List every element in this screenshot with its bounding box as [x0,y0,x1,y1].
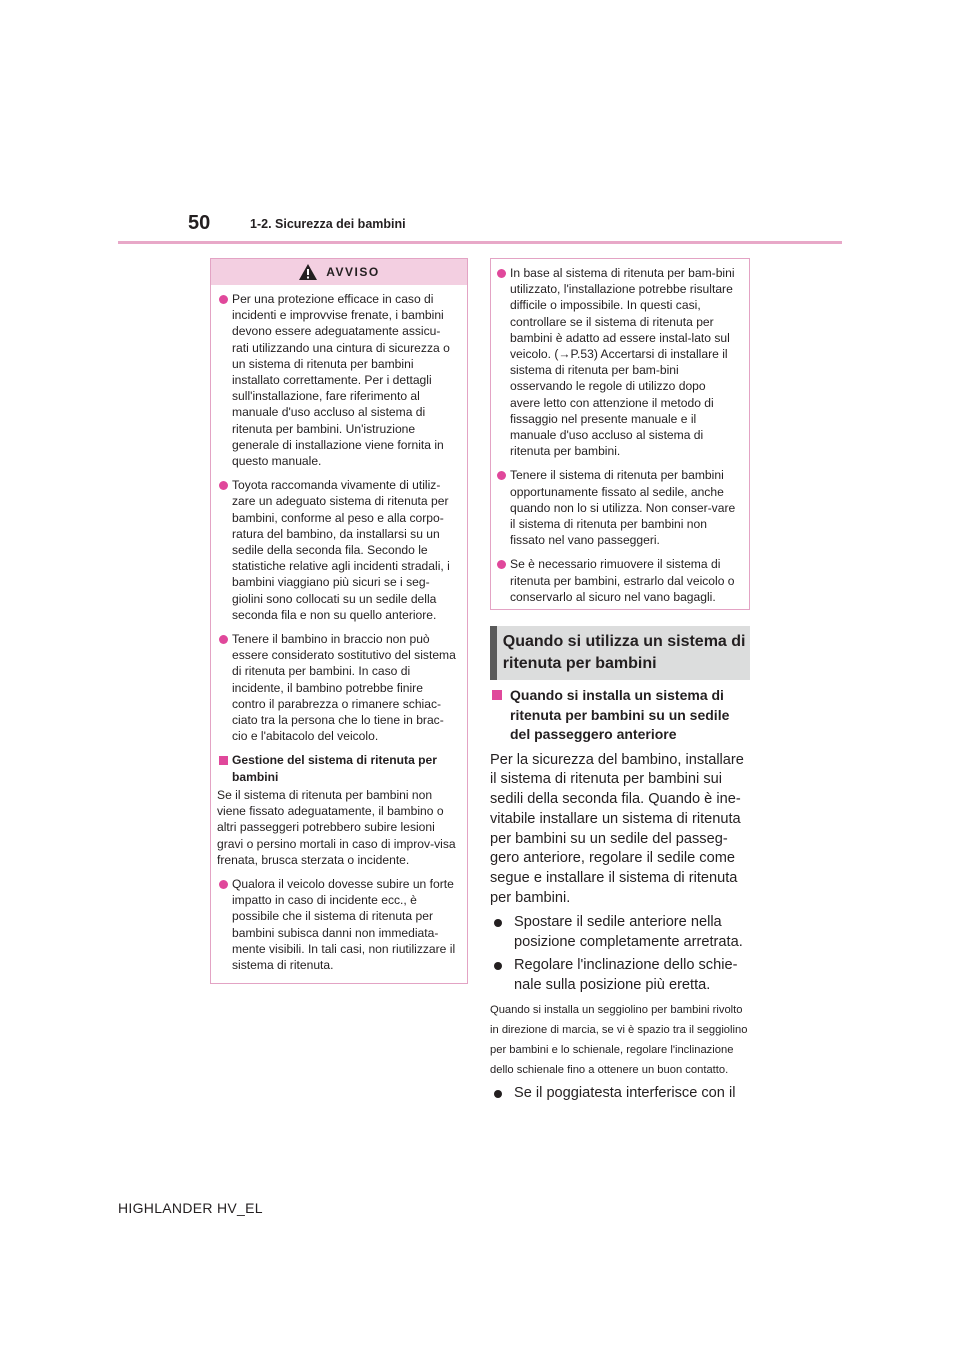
bullet-dot-icon [494,1090,502,1098]
info-text: In base al sistema di ritenuta per bam-bini utilizzato, l'installazione potrebbe risultare difficile o impossibile. In questi casi, controllare se il sistema di ritenuta per bambini è adatto ad essere instal-lato sul veicolo. (→P.53) Accertarsi di installare il sistema di ritenuta per bam-bini osservando le regole di utilizzo dopo avere letto con attenzione il metodo di fissaggio nel presente manuale e il manuale d'uso accluso al sistema di ritenuta per bambini. [510,266,735,459]
section-banner [490,626,750,680]
bullet-dot-icon [494,919,502,927]
footer-model: HIGHLANDER HV_EL [118,1200,263,1216]
list-item [490,956,752,996]
info-box [490,258,750,610]
warning-text: Tenere il bambino in braccio non può essere considerato sostitutivo del sistema di ritenuta per bambini. In caso di incidente, il bambino potrebbe finire contro il parabrezza o rimanere schiac-ciato tra la persona che lo tiene in brac-cio e l'abitacolo del veicolo. [232,632,456,744]
main-text [490,686,752,1108]
bullet-square-icon [492,690,502,700]
bullet-square-icon [219,756,228,765]
warning-triangle-icon [298,263,318,281]
header-rule [118,241,842,244]
warning-sub-heading [217,752,457,784]
warning-sub-text: Se il sistema di ritenuta per bambini non viene fissato adeguatamente, il bambino o altri passeggeri potrebbero subire lesioni gravi o persino mortali in caso di improv-visa frenata, brusca sterzata o incidente. [217,787,456,867]
main-heading [490,686,752,745]
warning-title: AVVISO [326,265,380,279]
arrow-right-icon: → [558,347,571,362]
bullet-dot-icon [219,880,228,889]
main-heading-text: Quando si installa un sistema di ritenuta per bambini su un sedile del passeggero anteriore [510,687,730,742]
bullet-text: Se il poggiatesta interferisce con il [514,1085,736,1102]
sub-heading-text: Gestione del sistema di ritenuta per bambini [232,753,437,784]
list-item [490,1084,752,1104]
warning-box [210,258,468,984]
bullet-dot-icon [219,635,228,644]
warning-text: Per una protezione efficace in caso di incidenti e improvvise frenate, i bambini devono essere adeguatamente assicu-rati utilizzando una cintura di sicurezza o un sistema di ritenuta per bambini installato correttamente. Per i dettagli sull'installazione, fare riferimento al manuale d'uso accluso al sistema di ritenuta per bambini. Un'istruzione generale di installazione viene fornita in questo manuale. [232,292,450,469]
main-paragraph: Per la sicurezza del bambino, installare il sistema di ritenuta per bambini sui sedili della seconda fila. Quando è ine-vitabile installare un sistema di ritenuta per bambini su un sedile del passeg-gero anteriore, regolare il sedile come segue e installare il sistema di ritenuta per bambini. [490,751,744,907]
list-item [217,631,457,744]
bullet-text: Spostare il sedile anteriore nella posizione completamente arretrata. [514,913,743,950]
list-item [217,291,457,469]
bullet-text: Regolare l'inclinazione dello schie-nale sulla posizione più eretta. [514,957,738,994]
list-item [495,265,739,459]
list-item [495,556,739,605]
info-text: Tenere il sistema di ritenuta per bambini opportunamente fissato al sedile, anche quando non lo si utilizza. Non conser-vare il sistema di ritenuta per bambini non fissato nel vano passeggeri. [510,468,736,548]
small-note: Quando si installa un seggiolino per bambini rivolto in direzione di marcia, se vi è spazio tra il seggiolino per bambini e lo schienale, regolare l'inclinazione dello schienale fino a ottenere un buon contatto. [490,1004,748,1077]
warning-text: Qualora il veicolo dovesse subire un forte impatto in caso di incidente ecc., è possibile che il sistema di ritenuta per bambini subisca danni non immediata-mente visibili. In tali casi, non riutilizzare il sistema di ritenuta. [232,876,456,972]
banner-title: Quando si utilizza un sistema di ritenuta per bambini [502,633,746,672]
info-text: Se è necessario rimuovere il sistema di ritenuta per bambini, estrarlo dal veicolo o conservarlo al sicuro nel vano bagagli. [510,557,735,604]
bullet-dot-icon [219,481,228,490]
list-item [495,467,739,548]
warning-body [211,285,467,973]
bullet-dot-icon [219,295,228,304]
bullet-dot-icon [497,471,506,480]
section-title: 1-2. Sicurezza dei bambini [250,217,406,231]
warning-text: Toyota raccomanda vivamente di utiliz-zare un adeguato sistema di ritenuta per bambini, conforme al peso e alla corpo-ratura del bambino, da installarsi su un sedile della seconda fila. Secondo le statistiche relative agli incidenti stradali, i bambini viaggiano più sicuri se i seg-giolini sono collocati su un sedile della seconda fila e non su quello anteriore. [232,478,450,622]
page-number: 50 [188,212,211,234]
list-item [217,477,457,623]
list-item [490,913,752,953]
bullet-dot-icon [497,269,506,278]
warning-header [211,259,467,285]
page-reference-link[interactable]: P.53 [570,347,594,362]
list-item [217,876,457,973]
bullet-dot-icon [494,962,502,970]
banner-accent-bar [490,626,497,680]
bullet-dot-icon [497,560,506,569]
